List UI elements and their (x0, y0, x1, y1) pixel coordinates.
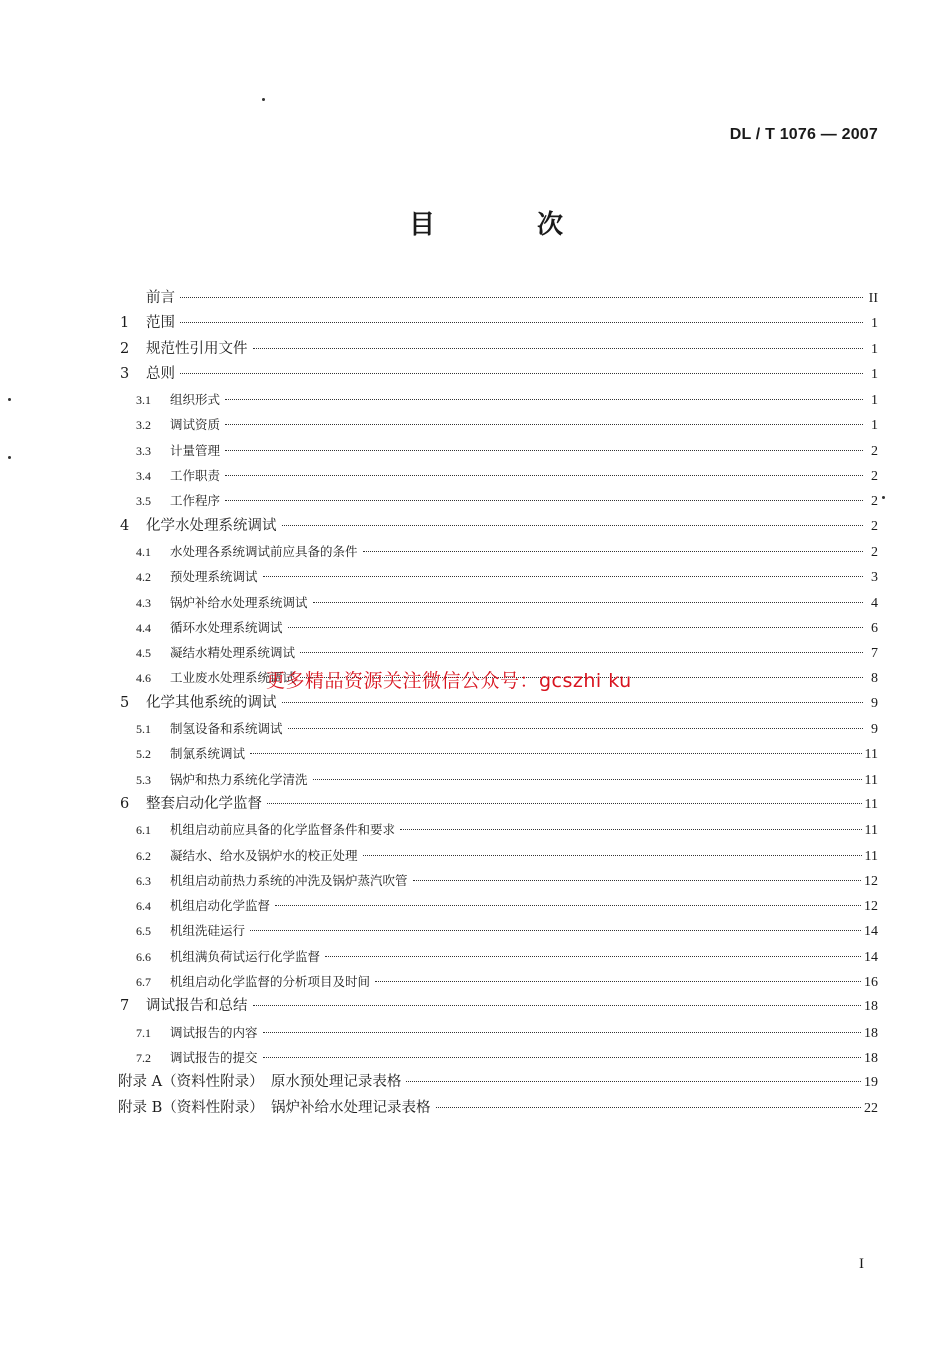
dot-leader (325, 956, 861, 957)
toc-entry-page: 22 (864, 1100, 878, 1116)
toc-entry-number: 5.1 (136, 722, 151, 737)
dot-leader (180, 322, 863, 323)
toc-entry-page: 14 (864, 924, 878, 940)
toc-entry-label: 调试报告和总结 (146, 998, 248, 1015)
toc-entry-label: 预处理系统调试 (170, 569, 258, 585)
toc-entry-label: 机组满负荷试运行化学监督 (170, 948, 321, 964)
toc-entry-number: 5 (120, 694, 130, 711)
toc-entry[interactable] (118, 337, 878, 362)
toc-entry-label: 机组启动前热力系统的冲洗及锅炉蒸汽吹管 (170, 872, 408, 888)
toc-entry[interactable] (118, 918, 878, 943)
toc-entry-page: 1 (871, 341, 878, 357)
toc-entry-number: 6.4 (136, 899, 151, 914)
dot-leader (313, 779, 862, 780)
document-code: DL / T 1076 — 2007 (729, 126, 878, 143)
toc-entry-page: 2 (871, 469, 878, 485)
toc-entry-number: 5.2 (136, 747, 151, 762)
toc-entry-number: 6.7 (136, 975, 151, 990)
toc-entry[interactable] (118, 514, 878, 539)
toc-entry[interactable] (118, 969, 878, 994)
dot-leader (263, 576, 863, 577)
dot-leader (250, 930, 861, 931)
toc-entry-label: 附录 B（资料性附录） 锅炉补给水处理记录表格 (118, 1099, 431, 1116)
toc-entry-page: II (868, 291, 878, 306)
toc-entry-page: 2 (871, 494, 878, 510)
toc-entry-number: 4.3 (136, 595, 151, 610)
toc-entry-page: 18 (864, 1025, 878, 1041)
toc-entry-label: 凝结水精处理系统调试 (170, 645, 296, 661)
toc-entry[interactable] (118, 1020, 878, 1045)
toc-entry-page: 1 (871, 316, 878, 332)
dot-leader (400, 829, 862, 830)
toc-entry-page: 16 (864, 975, 878, 991)
toc-entry-number: 6.2 (136, 848, 151, 863)
footer-page-number: I (859, 1256, 864, 1272)
toc-entry-label: 机组启动化学监督的分析项目及时间 (170, 974, 371, 990)
toc-entry-number: 6.6 (136, 949, 151, 964)
dot-leader (313, 602, 863, 603)
toc-entry-number: 4.4 (136, 620, 151, 635)
dot-leader (282, 702, 864, 703)
toc-entry-page: 1 (871, 366, 878, 382)
toc-entry-page: 18 (864, 999, 878, 1015)
dot-leader (250, 753, 862, 754)
toc-entry-page: 12 (864, 873, 878, 889)
toc-entry-page: 8 (871, 671, 878, 687)
dot-leader (267, 803, 862, 804)
toc-entry-label: 前言 (146, 290, 175, 306)
toc-entry-number: 6.1 (136, 823, 151, 838)
toc-entry[interactable] (118, 792, 878, 817)
dot-leader (282, 525, 864, 526)
dot-leader (288, 728, 863, 729)
toc-entry-label: 调试报告的内容 (170, 1024, 258, 1040)
scan-speck (8, 398, 11, 401)
toc-entry-label: 组织形式 (170, 392, 221, 408)
toc-entry[interactable] (118, 893, 878, 918)
dot-leader (225, 399, 863, 400)
dot-leader (406, 1081, 861, 1082)
toc-entry-number: 3.2 (136, 418, 151, 433)
toc-entry-label: 机组启动前应具备的化学监督条件和要求 (170, 822, 396, 838)
toc-entry-number: 3.1 (136, 393, 151, 408)
dot-leader (253, 1005, 862, 1006)
toc-entry-label: 规范性引用文件 (146, 340, 248, 357)
toc-entry-label: 机组洗硅运行 (170, 923, 246, 939)
page-title: 目 次 (408, 210, 601, 240)
toc-entry-label: 水处理各系统调试前应具备的条件 (170, 543, 358, 559)
toc-entry-label: 总则 (146, 365, 175, 382)
toc-entry[interactable] (118, 590, 878, 615)
toc-entry[interactable] (118, 1070, 878, 1095)
dot-leader (180, 297, 863, 298)
toc-entry[interactable] (118, 286, 878, 311)
toc-entry-number: 5.3 (136, 772, 151, 787)
toc-entry[interactable] (118, 767, 878, 792)
toc-entry-number: 6.5 (136, 924, 151, 939)
toc-entry-page: 6 (871, 620, 878, 636)
dot-leader (263, 1057, 861, 1058)
toc-entry[interactable] (118, 817, 878, 842)
toc-entry-label: 制氢设备和系统调试 (170, 721, 283, 737)
dot-leader (300, 652, 863, 653)
toc-entry-label: 锅炉和热力系统化学清洗 (170, 771, 308, 787)
toc-entry-page: 7 (871, 646, 878, 662)
dot-leader (413, 880, 861, 881)
toc-entry-number: 1 (120, 315, 130, 332)
scan-speck (882, 496, 885, 499)
dot-leader (363, 551, 863, 552)
toc-entry[interactable] (118, 412, 878, 437)
toc-entry-label: 凝结水、给水及锅炉水的校正处理 (170, 847, 358, 863)
toc-entry-page: 11 (864, 796, 878, 812)
toc-entry-page: 1 (871, 418, 878, 434)
toc-entry[interactable] (118, 311, 878, 336)
toc-entry[interactable] (118, 1096, 878, 1121)
toc-entry[interactable] (118, 741, 878, 766)
dot-leader (225, 475, 863, 476)
toc-entry-number: 4.5 (136, 646, 151, 661)
toc-entry-page: 4 (871, 595, 878, 611)
toc-entry-label: 工作职责 (170, 468, 221, 484)
toc-entry-page: 2 (871, 518, 878, 534)
toc-entry-page: 12 (864, 899, 878, 915)
toc-entry-page: 3 (871, 570, 878, 586)
toc-entry-number: 7.2 (136, 1050, 151, 1065)
toc-entry-number: 3.4 (136, 469, 151, 484)
toc-entry[interactable] (118, 488, 878, 513)
dot-leader (375, 981, 861, 982)
dot-leader (436, 1107, 861, 1108)
toc-entry-label: 计量管理 (170, 442, 221, 458)
toc-entry[interactable] (118, 387, 878, 412)
toc-entry-page: 1 (871, 393, 878, 409)
toc-entry[interactable] (118, 539, 878, 564)
dot-leader (225, 500, 863, 501)
scan-speck (262, 98, 265, 101)
toc-entry[interactable] (118, 362, 878, 387)
dot-leader (253, 348, 864, 349)
toc-entry-label: 制氯系统调试 (170, 746, 246, 762)
toc-entry-label: 整套启动化学监督 (146, 795, 262, 812)
toc-entry-label: 化学水处理系统调试 (146, 517, 277, 534)
toc-entry-label: 附录 A（资料性附录） 原水预处理记录表格 (118, 1074, 402, 1091)
toc-entry[interactable] (118, 691, 878, 716)
toc-entry-number: 7.1 (136, 1025, 151, 1040)
watermark-text: 更多精品资源关注微信公众号：gcszhi ku (266, 670, 632, 692)
toc-entry-page: 11 (864, 848, 878, 864)
toc-entry[interactable] (118, 716, 878, 741)
toc-entry[interactable] (118, 438, 878, 463)
toc-entry[interactable] (118, 944, 878, 969)
toc-entry[interactable] (118, 564, 878, 589)
toc-entry-label: 工业废水处理系统调试 (170, 670, 296, 686)
toc-entry[interactable] (118, 463, 878, 488)
toc-entry-label: 锅炉补给水处理系统调试 (170, 594, 308, 610)
dot-leader (180, 373, 863, 374)
toc-entry-page: 11 (864, 772, 878, 788)
toc-entry-page: 19 (864, 1075, 878, 1091)
toc-entry-page: 9 (871, 695, 878, 711)
toc-entry-number: 7 (120, 998, 130, 1015)
toc-entry[interactable] (118, 994, 878, 1019)
toc-entry-label: 调试报告的提交 (170, 1049, 258, 1065)
dot-leader (225, 450, 863, 451)
toc-entry[interactable] (118, 1045, 878, 1070)
toc-entry-page: 2 (871, 443, 878, 459)
toc-entry-number: 6.3 (136, 873, 151, 888)
toc-entry-page: 18 (864, 1050, 878, 1066)
toc-entry-page: 14 (864, 949, 878, 965)
toc-entry[interactable] (118, 843, 878, 868)
toc-entry-label: 工作程序 (170, 493, 221, 509)
toc-entry-label: 范围 (146, 315, 175, 332)
toc-entry-page: 9 (871, 722, 878, 738)
toc-entry-number: 2 (120, 340, 130, 357)
dot-leader (263, 1032, 861, 1033)
toc-entry-label: 化学其他系统的调试 (146, 694, 277, 711)
dot-leader (225, 424, 863, 425)
toc-entry-number: 6 (120, 795, 130, 812)
toc-entry-number: 4.1 (136, 544, 151, 559)
toc-entry-number: 3.5 (136, 494, 151, 509)
toc-entry-label: 调试资质 (170, 417, 221, 433)
scan-speck (8, 456, 11, 459)
toc-entry-number: 4.2 (136, 570, 151, 585)
toc-entry[interactable] (118, 640, 878, 665)
dot-leader (363, 855, 862, 856)
toc-entry-label: 机组启动化学监督 (170, 898, 271, 914)
toc-entry-label: 循环水处理系统调试 (170, 619, 283, 635)
toc-entry-number: 3.3 (136, 443, 151, 458)
dot-leader (275, 905, 861, 906)
toc-entry-page: 11 (864, 747, 878, 763)
toc-entry-page: 11 (864, 823, 878, 839)
toc-entry[interactable] (118, 868, 878, 893)
toc-entry-number: 3 (120, 365, 130, 382)
table-of-contents (118, 286, 878, 1121)
toc-entry-number: 4.6 (136, 671, 151, 686)
toc-entry-number: 4 (120, 517, 130, 534)
toc-entry[interactable] (118, 615, 878, 640)
dot-leader (288, 627, 863, 628)
toc-entry-page: 2 (871, 544, 878, 560)
